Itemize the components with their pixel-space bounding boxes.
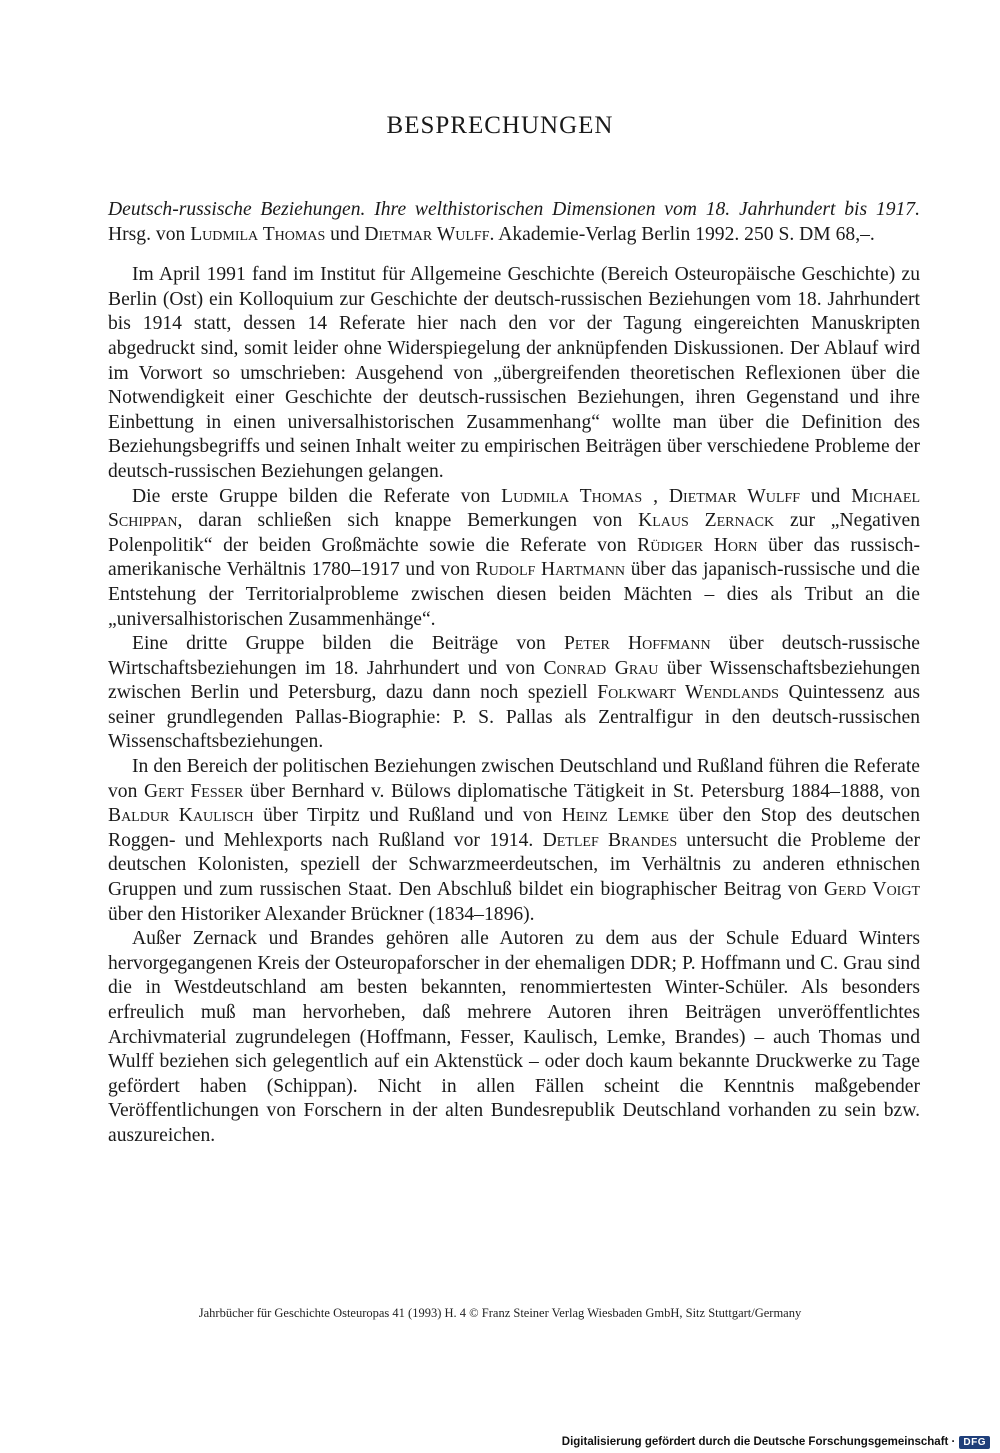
text-run: zur „Negativen Polenpolitik“ der beiden Großmächte sowie die Referate von	[108, 510, 921, 556]
text-run: über deutsch-russische Wirtschaftsbeziehungen im 18. Jahrhundert und von	[108, 633, 921, 679]
dfg-credit	[562, 1434, 990, 1450]
author-name: Detlef Brandes	[542, 829, 678, 851]
text-run: über Bernhard v. Bülows diplomatische Tätigkeit in St. Petersburg 1884–1888, von	[243, 780, 920, 802]
author-name: Baldur Kaulisch	[108, 805, 254, 827]
author-name: Michael Schippan	[108, 485, 920, 532]
text-run: über das russisch-amerikanische Verhältnis 1780–1917 und von	[108, 534, 921, 581]
section-heading: BESPRECHUNGEN	[386, 112, 614, 139]
citation-text: Hrsg. von	[108, 223, 191, 245]
author-name: Folkwart Wendlands	[597, 682, 779, 704]
author-name: Dietmar Wulff	[668, 485, 801, 507]
review-body	[108, 198, 920, 1149]
dfg-logo-icon: DFG	[959, 1436, 990, 1449]
text-run: , daran schließen sich knappe Bemerkungen von	[177, 510, 639, 532]
paragraph-3	[108, 632, 920, 755]
author-name: Klaus Zernack	[638, 510, 775, 532]
paragraph-4	[108, 755, 920, 927]
editor-name: Dietmar Wulff	[364, 223, 490, 245]
text-run: über den Stop des deutschen Roggen- und Mehlexports nach Rußland vor 1914.	[108, 805, 921, 851]
author-name: Rüdiger Horn	[637, 534, 758, 556]
text-run: und	[800, 485, 852, 507]
text-run: Quintessenz aus seiner grundlegenden Pallas-Biographie: P. S. Pallas als Zentralfigur in den deutsch-russischen Wissenschaftsbeziehungen.	[108, 682, 920, 753]
paragraph-1: Im April 1991 fand im Institut für Allgemeine Geschichte (Bereich Osteuropäische Geschichte) zu Berlin (Ost) ein Kolloquium zur Geschichte der deutsch-russischen Beziehungen vom 18. Jahrhundert bis 1914 statt, dessen 14 Referate hier nach den vor der Tagung eingereichten Manuskripten abgedruckt sind, somit leider ohne Widerspiegelung der anknüpfenden Diskussionen. Der Ablauf wird im Vorwort so umschrieben: Ausgehend von „übergreifenden theoretischen Reflexionen über die Notwendigkeit einer Geschichte der deutsch-russischen Beziehungen, ihren Gegenstand und ihre Einbettung in einen universalhistorischen Zusammenhang“ wollte man über die Definition des Beziehungsbegriffs und seinen Inhalt weiter zu empirischen Beiträgen über verschiedene Probleme der deutsch-russischen Beziehungen gelangen.	[108, 264, 920, 482]
dfg-credit-text: Digitalisierung gefördert durch die Deutsche Forschungsgemeinschaft ·	[561, 1436, 956, 1448]
text-run: über Tirpitz und Rußland und von	[253, 805, 562, 827]
author-name: Gerd Voigt	[823, 879, 921, 901]
citation-text: . Akademie-Verlag Berlin 1992. 250 S. DM 68,–.	[489, 223, 875, 245]
paragraph-5: Außer Zernack und Brandes gehören alle Autoren zu dem aus der Schule Eduard Winters hervorgegangenen Kreis der Osteuropaforscher in der ehemaligen DDR; P. Hoffmann und C. Grau sind die in Westdeutschland am besten bekannten, renommiertesten Winter-Schüler. Als besonders erfreulich muß man hervorheben, daß mehrere Autoren ihren Beiträgen unveröffentlichtes Archivmaterial zugrundelegen (Hoffmann, Fesser, Kaulisch, Lemke, Brandes) – auch Thomas und Wulff beziehen sich gelegentlich auf ein Aktenstück – oder doch kaum bekannte Druckwerke zu Tage gefördert haben (Schippan). Nicht in allen Fällen scheint die Kenntnis maßgebender Veröffentlichungen von Forschern in der alten Bundesrepublik Deutschland vorhanden zu sein bzw. auszureichen.	[108, 928, 920, 1146]
author-name: Ludmila Thomas	[501, 485, 643, 507]
editor-name: Ludmila Thomas	[190, 223, 326, 245]
author-name: Conrad Grau	[543, 657, 659, 679]
paragraph-2	[108, 485, 920, 633]
book-title: Deutsch-russische Beziehungen. Ihre welthistorischen Dimensionen vom 18. Jahrhundert bis 1917.	[108, 199, 920, 220]
author-name: Heinz Lemke	[561, 805, 669, 827]
text-run: Eine dritte Gruppe bilden die Beiträge von	[132, 633, 564, 655]
text-run: über Wissenschaftsbeziehungen zwischen Berlin und Petersburg, dazu dann noch speziell	[108, 657, 920, 704]
author-name: Rudolf Hartmann	[475, 559, 626, 581]
text-run: ,	[642, 485, 669, 507]
journal-footer: Jahrbücher für Geschichte Osteuropas 41 (1993) H. 4 © Franz Steiner Verlag Wiesbaden GmbH, Sitz Stuttgart/Germany	[198, 1306, 802, 1320]
text-run: untersucht die Probleme der deutschen Kolonisten, speziell der Schwarzmeerdeutschen, im Verhältnis zu anderen ethnischen Gruppen und zum russischen Staat. Den Abschluß bildet ein biographischer Beitrag von	[108, 829, 920, 901]
citation-text: und	[325, 223, 365, 245]
text-run: über das japanisch-russische und die Entstehung der Territorialprobleme zwischen diesen beiden Mächten – dies als Tribut an die „universalhistorischen Zusammenhänge“.	[108, 559, 920, 630]
text-run: über den Historiker Alexander Brückner (1834–1896).	[108, 903, 535, 925]
author-name: Peter Hoffmann	[563, 633, 711, 655]
author-name: Gert Fesser	[144, 780, 244, 802]
text-run: In den Bereich der politischen Beziehungen zwischen Deutschland und Rußland führen die Referate von	[108, 756, 920, 802]
book-citation	[108, 198, 920, 247]
text-run: Die erste Gruppe bilden die Referate von	[132, 485, 502, 507]
